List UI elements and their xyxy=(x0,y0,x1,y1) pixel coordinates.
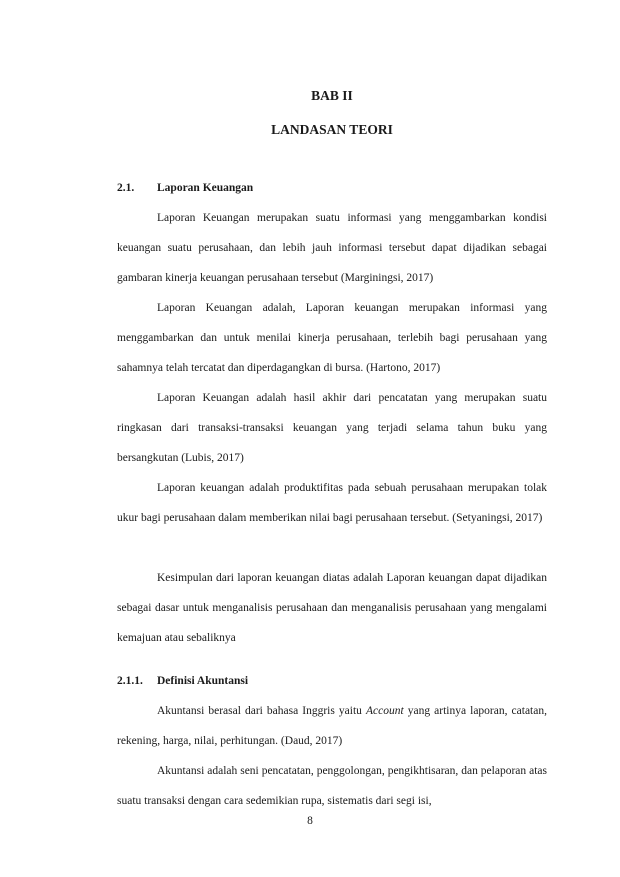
text-run: yang artinya laporan, catatan, rekening, harga, nilai, perhitungan. (Daud, 2017) xyxy=(117,705,547,747)
paragraph xyxy=(117,696,547,756)
subsection-title: Definisi Akuntansi xyxy=(157,675,249,687)
section-heading xyxy=(117,182,253,194)
section-title: Laporan Keuangan xyxy=(157,182,254,194)
subsection-heading xyxy=(117,675,248,687)
paragraph: Akuntansi adalah seni pencatatan, penggolongan, pengikhtisaran, dan pelaporan atas suatu transaksi dengan cara sedemikian rupa, sistematis dari segi isi, xyxy=(117,765,547,807)
chapter-label: BAB II xyxy=(311,88,353,103)
subsection-number: 2.1.1. xyxy=(117,675,143,687)
paragraph: Laporan keuangan adalah produktifitas pada sebuah perusahaan merupakan tolak ukur bagi perusahaan dalam memberikan nilai bagi perusahaan tersebut. (Setyaningsi, 2017) xyxy=(117,482,547,524)
paragraph: Laporan Keuangan adalah hasil akhir dari pencatatan yang merupakan suatu ringkasan dari transaksi-transaksi keuangan yang terjadi selama tahun buku yang bersangkutan (Lubis, 2017) xyxy=(117,392,547,464)
text-run: Akuntansi berasal dari bahasa Inggris yaitu xyxy=(157,705,366,717)
page-number: 8 xyxy=(307,815,313,827)
paragraph: Laporan Keuangan adalah, Laporan keuangan merupakan informasi yang menggambarkan dan untuk menilai kinerja perusahaan, terlebih bagi perusahaan yang sahamnya telah tercatat dan diperdagangkan di bursa. (Hartono, 2017) xyxy=(117,302,547,374)
paragraph: Kesimpulan dari laporan keuangan diatas adalah Laporan keuangan dapat dijadikan sebagai dasar untuk menganalisis perusahaan dan menganalisis perusahaan yang mengalami kemajuan atau sebaliknya xyxy=(117,572,547,644)
chapter-title: LANDASAN TEORI xyxy=(271,122,393,137)
paragraph: Laporan Keuangan merupakan suatu informasi yang menggambarkan kondisi keuangan suatu perusahaan, dan lebih jauh informasi tersebut dapat dijadikan sebagai gambaran kinerja keuangan perusahaan tersebut (Marginingsi, 2017) xyxy=(117,212,547,284)
italic-term: Account xyxy=(365,705,404,717)
section-number: 2.1. xyxy=(117,182,135,194)
